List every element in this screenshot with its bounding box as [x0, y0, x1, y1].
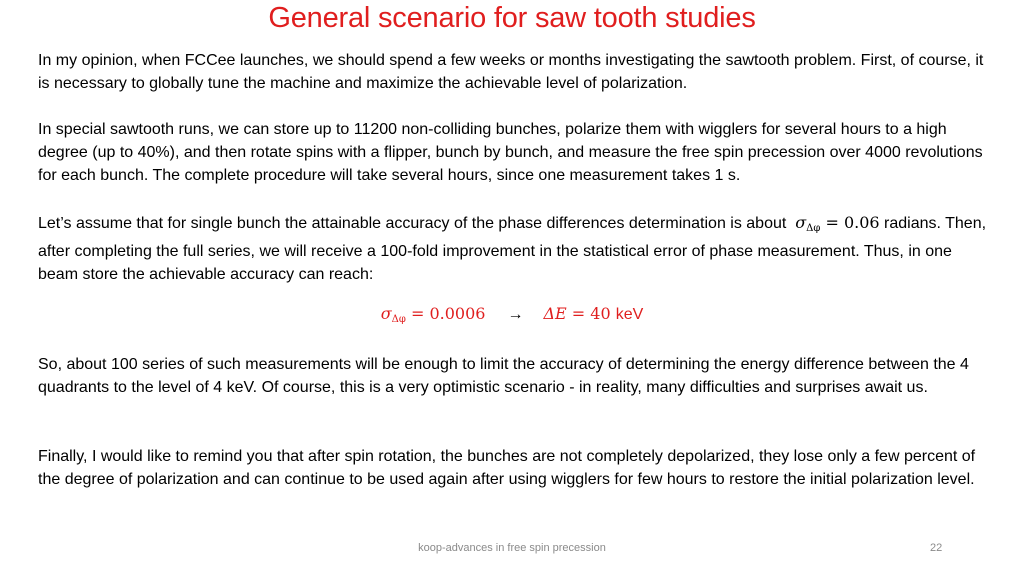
inline-sigma-formula [795, 213, 879, 232]
paragraph-conclusion [38, 445, 993, 491]
energy-symbol: ΔE [543, 304, 567, 323]
paragraph-accuracy [38, 211, 993, 286]
paragraph-text: Finally, I would like to remind you that after spin rotation, the bunches are not completely depolarized, they lose only a few percent of the degree of polarization and can continue to be used again after using wigglers for few hours to restore the initial polarization level. [38, 448, 976, 488]
right-arrow-icon: → [507, 306, 524, 323]
page-number: 22 [930, 542, 943, 554]
sigma-subscript: Δφ [806, 223, 821, 234]
paragraph-text-start: Let’s assume that for single bunch the attainable accuracy of the phase differences determination is about [38, 215, 787, 232]
sigma-symbol: σ [795, 213, 807, 232]
sigma-value: 0.06 [843, 213, 880, 232]
equals-sign: = [571, 304, 586, 323]
paragraph-intro [38, 49, 993, 95]
sigma-formula [381, 304, 486, 323]
equals-sign: = [410, 304, 425, 323]
paragraph-series [38, 353, 993, 399]
energy-value: 40 [590, 304, 611, 323]
energy-unit: keV [615, 306, 644, 323]
formula-line [0, 304, 1024, 325]
slide-title: General scenario for saw tooth studies [268, 2, 756, 34]
paragraph-text-end: radians. Then, after completing the full series, we will receive a 100-fold improvement in the statistical error of phase measurement. Thus, in one beam store the achievable accuracy can reach: [38, 215, 987, 283]
energy-formula [543, 304, 643, 323]
sigma-value: 0.0006 [429, 304, 486, 323]
paragraph-sawtooth-runs [38, 118, 993, 187]
slide-footer: koop-advances in free spin precession [418, 542, 606, 554]
paragraph-text: In my opinion, when FCCee launches, we should spend a few weeks or months investigating the sawtooth problem. First, of course, it is necessary to globally tune the machine and maximize the achievable level of polarization. [38, 52, 984, 92]
equals-sign: = [825, 213, 839, 232]
paragraph-text: So, about 100 series of such measurements will be enough to limit the accuracy of determining the energy difference between the 4 quadrants to the level of 4 keV. Of course, this is a very optimistic scenario - in reality, many difficulties and surprises await us. [38, 356, 969, 396]
paragraph-text: In special sawtooth runs, we can store up to 11200 non-colliding bunches, polarize them with wigglers for several hours to a high degree (up to 40%), and then rotate spins with a flipper, bunch by bunch, and measure the free spin precession over 4000 revolutions for each bunch. The complete procedure will take several hours, since one measurement takes 1 s. [38, 121, 983, 184]
sigma-subscript: Δφ [391, 314, 406, 325]
paragraph-text [38, 211, 993, 286]
sigma-symbol: σ [380, 304, 392, 323]
